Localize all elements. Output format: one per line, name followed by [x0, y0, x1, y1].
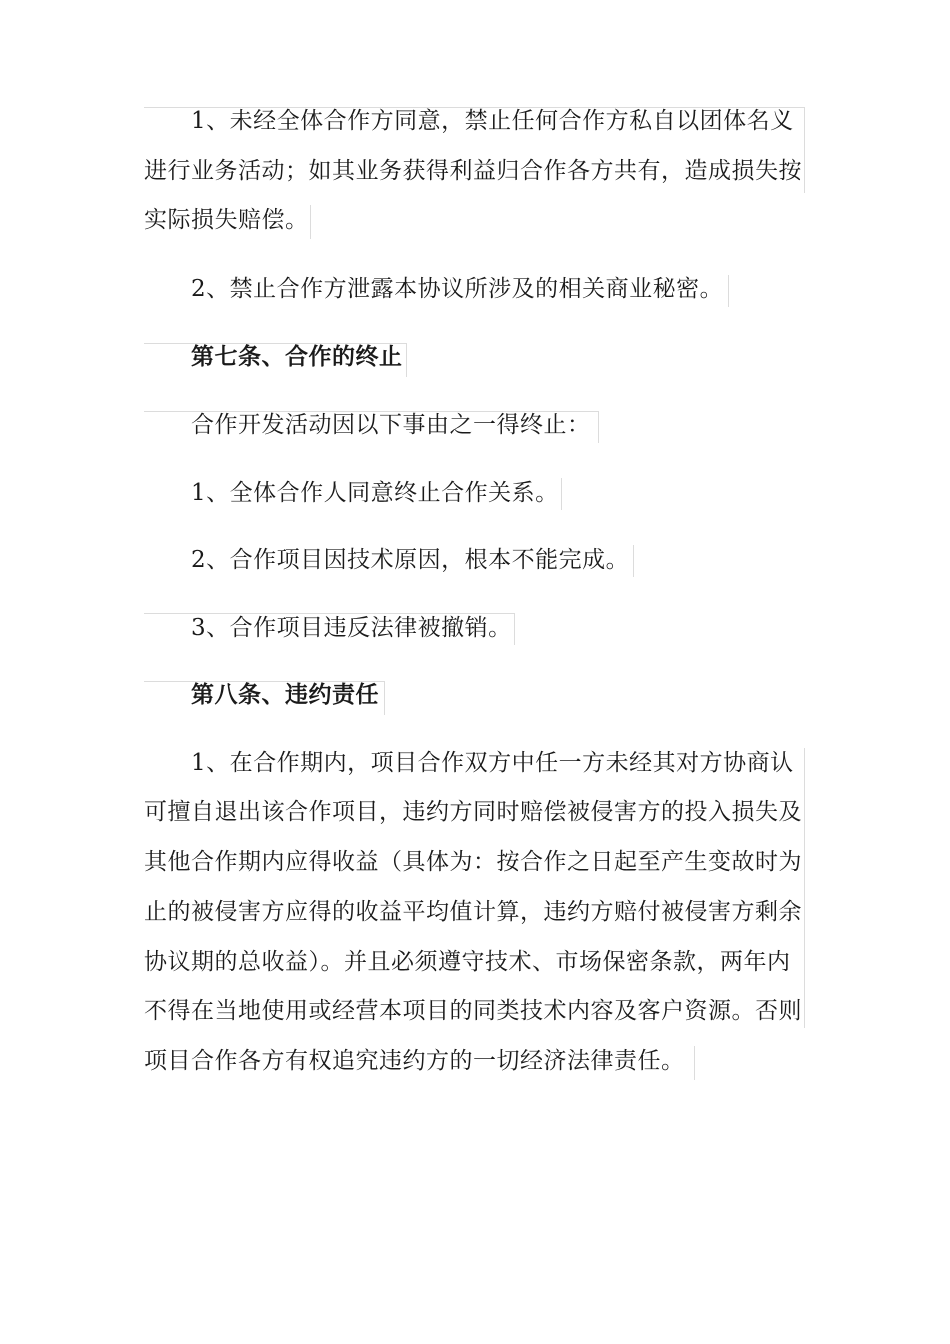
line-text: 进行业务活动；如其业务获得利益归合作各方共有，造成损失按 [144, 158, 802, 184]
line-text: 其他合作期内应得收益（具体为：按合作之日起至产生变故时为 [144, 849, 802, 875]
paragraph-line [144, 895, 806, 929]
guide-line [804, 748, 805, 1028]
line-text: 1、全体合作人同意终止合作关系。 [191, 480, 559, 506]
line-text: 实际损失赔偿。 [144, 207, 309, 233]
paragraph-line [144, 994, 806, 1028]
line-text: 项目合作各方有权追究违约方的一切经济法律责任。 [144, 1048, 685, 1074]
list-item [144, 476, 563, 510]
line-text: 可擅自退出该合作项目，违约方同时赔偿被侵害方的投入损失及 [144, 799, 802, 825]
list-item [144, 611, 516, 645]
paragraph-line [144, 272, 727, 306]
guide-line [728, 275, 729, 307]
line-text: 1、未经全体合作方同意，禁止任何合作方私自以团体名义 [191, 108, 794, 134]
line-text: 止的被侵害方应得的收益平均值计算，违约方赔付被侵害方剩余 [144, 899, 802, 925]
guide-line [384, 681, 385, 715]
line-text: 3、合作项目违反法律被撤销。 [191, 615, 512, 641]
guide-line [694, 1046, 695, 1080]
heading-text: 第八条、违约责任 [191, 681, 379, 708]
line-text: 2、禁止合作方泄露本协议所涉及的相关商业秘密。 [191, 276, 724, 302]
paragraph-line [144, 154, 806, 188]
line-text: 不得在当地使用或经营本项目的同类技术内容及客户资源。否则 [144, 998, 802, 1024]
section-heading [144, 340, 407, 374]
paragraph-line [144, 795, 806, 829]
paragraph-line [144, 203, 313, 237]
paragraph-line [144, 746, 798, 780]
line-text: 协议期的总收益）。并且必须遵守技术、市场保密条款，两年内 [144, 949, 791, 975]
paragraph-line [144, 408, 595, 442]
heading-text: 第七条、合作的终止 [191, 343, 403, 370]
paragraph-line [144, 104, 798, 138]
guide-line [598, 411, 599, 443]
guide-line [633, 545, 634, 577]
list-item [144, 543, 633, 577]
section-heading [144, 678, 383, 712]
line-text: 2、合作项目因技术原因，根本不能完成。 [191, 547, 630, 573]
paragraph-line [144, 1044, 689, 1078]
paragraph-line [144, 945, 795, 979]
paragraph-line [144, 845, 806, 879]
line-text: 合作开发活动因以下事由之一得终止： [191, 412, 591, 438]
line-text: 1、在合作期内，项目合作双方中任一方未经其对方协商认 [191, 750, 794, 776]
